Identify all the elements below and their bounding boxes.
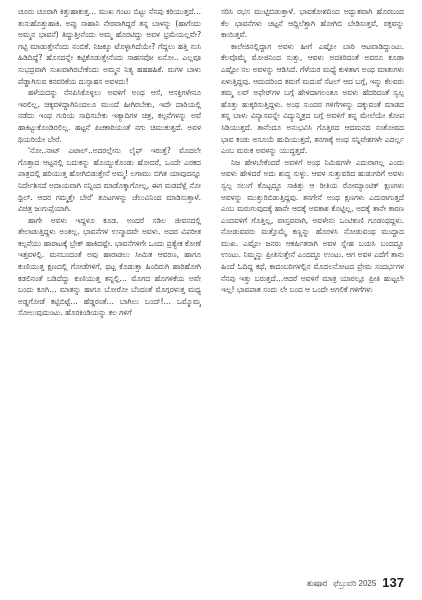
paragraph: ಸರಿಸಿ ರಭಸ ಮುಟ್ಟಿಬಿಡುತ್ತಾಳೆ. ಭಾವಕೋಶದಿಂದ ಅದ್ಭುತವಾಗಿ ಹೊರಬಂದ ಕೆಲ ಭಾವನೆಗಳು ಚಟ್ಟನೆ ಆದ್ದಿಲೆತ್ತಾಗಿ ಹೋಗಿಬಿ ಬೇಡಿಸುತ್ತವೆ, ರಕ್ತವನ್ನು ಕಾಯಿತ್ತವೆ.	[221, 7, 404, 40]
paragraph: 'ನೋ..ನಾಟ್ ಎಟಾಲ್..ಅದರಲ್ಲೇನು ಲೈಫ್ ಇರುತ್ತೆ? ಮೊದಲೇ ಗೊತ್ತಾದ ಆಟ್ಟನಲ್ಲಿ ಬದುಕನ್ನು ಹೊಯ್ದುಕೊಂಡು ಹೋದರೆ, ಒಂದೇ ಎರಕದ ಪಾತ್ರದಲ್ಲಿ ಹರಿಯುತ್ತ ಹೋಗಿಬಿಡುತ್ತೇನೆ ಅಮ್ಮ! ಲಗಾಮು ಬಿಗಿತ ಯಾವುದನ್ನೂ ನಿರ್ದೇಶಿಸದೆ ಅದಾಯವಾಗಿ ನನ್ನಿಂದ ಮಾಡೊಕ್ಕಾಗೋಲ್ಲ, ಈಗ ಮಡದೆಳ್ಲೆ ನೋ ಥ್ರಿಲ್. ಆದರ ಗಮ್ಮತ್ತೇ ಬೇರೆ' ತೂಟಗಳನ್ನು ಚೆಲುವಿನಿಂದ ಮಾಡಿಸುತ್ತಾಳೆ. ವಿಚಿತ್ರ ಜುಗುಪ್ಸೆಯಾಗಿ.	[18, 146, 201, 214]
paragraph: ನಿಜ ಹೇಳಬೇಕೆಂದರೆ ಅವಳಿಗೆ ಅಂಥ ನಿಮಿಷಗಳೇ ಎದುರಾಗಲ್ಲ ಎಂದು ಅವಳು ಹೇಳಿದರೆ ಅದು ಶುದ್ಧ ಸುಳ್ಳು. ಆವಳ ಸುತ್ತುವರಿದ ಹುಡುಗರಿಗೆ ಅವಳು ಸ್ವಲ್ಪ ಸಲುಗೆ ಕೊಟ್ಟದ್ದೂ ಸಾಕಿತ್ತು ಆ ರೀತಿಯ ರೋಮ್ಯಾಂಟಿಕ್ ಕ್ಷಣಗಳು ಅವಳನ್ನು ಮುತ್ತುರಿಬಿಡುತ್ತಿದ್ದವು. ತನಗೇನೆ ಅಂಥ ಕ್ಷಣಗಳು ಎದುರಾಗುತ್ತದೆ ಎಂಬ ಮರುಗುವುದಕ್ಕೆ ಹಾನೇ ಆದಕ್ಕೆ ಅವಕಾಶ ಕೊಟ್ಟಿಲ್ಲ, ಅದಕ್ಕೆ ತಾನೇ ಕಾರಣ ಎಂದವಳಿಗೆ ಗೊತ್ತಿಲ್ಲ, ವಾಸ್ತವವಾಗಿ, ಅವಳೇನು ಒಂಟಿಕುಣಿ ಗೂಡಂಥದ್ದಳು. ನೋಡುವವರು ಮತ್ತೊಮ್ಮೆ ಕಣ್ಣನ್ನು ಹೊರಳಿಸಿ ನೋಡುವಂಥ ಮುದ್ದಾದ ಮುಖ. ಎಷ್ಟೋ ಜನರು ಆಕರ್ಷಿತರಾಗಿ ಅವಳ ಸ್ನೇಹ ಬಯಸಿ ಬಂದದ್ದೂ ಉಂಟು. ನಿಮ್ಮನ್ನು ಪ್ರೀತಿಸುತ್ತೇನೆ ಎಂದದ್ದೂ ಉಂಟು. ಆಗ ಅವಳ ಎದೆಗೆ ತಾನು ಹಿಂದೆ ಓದಿದ್ದ ಕಥೆ, ಕಾದಂಬರಿಗಳಲ್ಲಿನ ಮೊದಲನೋಟದ ಪ್ರೇಮ ಸಂದರ್ಭಗಳ ನೆನಪು ಇತ್ತು ಬರುತ್ತದೆ…ಆದರೆ ಅವಳಿಗೆ ಮಾತ್ರ ಯಾರಲ್ಲೂ ಪ್ರೀತಿ ಹುಟ್ಟಲೇ ಇಲ್ಲ! ಭಾವಪಾತ ಸಂದು ಲೇ ಬಂದ ಆ ಒಂದೇ ಅಗಲಿಕೆ ಗಳಿಗೆಗಳು	[221, 157, 404, 295]
page-footer	[307, 574, 404, 590]
article-column-left	[18, 6, 201, 566]
paragraph: ಹಳೆಯದನ್ನು ನೆನಪಿಸಿಕೊಳ್ಳಲು ಅವಳಿಗೆ ಅಂಥ ಆಸೆ, ಆಸಕ್ತಿಗಳೇನೂ ಇರಲಿಲ್ಲ. ಚಿಕ್ಕವಳಿದ್ದಾಗಿನಿಂದಲೂ ಮುಂದೆ ಹೀಗಿರಬೇಕು, ಇದೇ ದಾರಿಯಲ್ಲಿ ನಡೆದು ಇಂಥ ಗುರಿಯ ಸಾಧಿಸಬೇಕು ಇತ್ಯಾದಿಗಳ ಚಿತ್ರ, ಕಲ್ಪನೆಗಳನ್ನು ಅವೆ ಹಾಕಿಟ್ಟುಕೊಂಡಿರಲಿಲ್ಲ. ಹಟ್ಟನೆ ಪಿಚಕಾರಿಯಂತೆ ನಗು ಚಿಮುಕುತ್ತದೆ. ಅವಳ ಥಿಯರಿಯೇ ಬೇರೆ.	[18, 88, 201, 144]
paragraph: ಹಾಗೇ ಅವಳು ಇದ್ದಳೂ ಕೂಡ. ಅಂದರೆ ಸಡಿಲ ಜೀವನದಲ್ಲಿ ತೇಲಾಡುತ್ತಿದ್ದಳು ಅಂತಲ್ಲ. ಭಾವನೆಗಳ ಉನ್ಮಾದವೇ ಅವಳು. ಅದರ ವಿಪರೀತ ಕಲ್ಪನೆಯು ಹಾರಾಟಕ್ಕೆ ಬ್ರೇಕ್ ಹಾಕಿದಷ್ಟೇ. ಭಾವನೆಗಳಿಗೇ ಒಂದು ಪ್ರತ್ಯೇಕ ಕೋಣೆ ಇತ್ತವಳಲ್ಲಿ. ಮನಬಂದಂತೆ ಅವು ಹಾರಾಡಲು ಸೀಮಿತ ಆವರಣ, ಹಾಗೂ ಕುಣಿಯುತ್ತ ಕ್ಷಣದಲ್ಲಿ ಗೋಡೆಗಳಿಗೆ, ಥಟ್ಟ ಕೊಡುತ್ತಾ ಹಿಂದಿರುಗಿ ಹಾರಿಹೋಗಿ ಕಡಲಿನಂತೆ ಬಡಿದೆದ್ದು ಕುಣಿಯುತ್ತ ತನ್ನಲ್ಲಿ… ಮೊಗದ ಹೊಗಳಿಕೆಯ ಅವೇ ಬಂದು ಕೂಗಿ… ಮಾತನ್ನು ಹಾಗೂ ಬೋರೋ ಬೆಂದಂತೆ ಮೊಗ್ಗರಳುತ್ತ ಮಧ್ಯ ಅಡ್ಡಗೋಡೆ ಕಟ್ಟಿಬಿಟ್ಟೆ… ಹೆಡ್ಡರಂತೆ… ಬಾಗಿಲು ಬಂದ್!… ಒಮ್ಮೊಮ್ಮ ಸೋಲುವುದುಂಟು. ಹೊರಕಿಂಡಿಯನ್ನು ಕಲ ಗಳಿಗೆ	[18, 215, 201, 318]
issue-date: ಫೆಬ್ರುವರಿ 2025	[333, 579, 377, 588]
page-number: 137	[382, 575, 404, 590]
article-column-right	[221, 6, 404, 566]
magazine-logo: ತುಷಾರ	[306, 579, 328, 589]
article-body	[18, 6, 404, 566]
paragraph: ಕಾಲೇಜಿನಲ್ಲಿದ್ದಾಗ ಅವಳು ಹೀಗೆ ಎಷ್ಟೋ ಬಾರಿ ಆಟವಾಡಿದ್ದುಂಟು. ಕೆಲವೊಮ್ಮೆ ಮೋಜಿನಿಂದ ಸುತ್ತು, ಆವಳು ಅದಕಿರಿದಂತೆ ಅವರೂ ಕೂಡಾ ಎಷ್ಟೋ ಸಲ ಅವಳನ್ನು ಆಡಿಸಿದೆ. ಗೆಳೆಯರ ಮಧ್ಯೆ ಕುಳಿತಾಗ ಅಂಥ ಮಾತುಗಳು ಏಳುತ್ತಿದ್ದವು. ಆದುದರಿಂದ ತಮಗೆ ಮದುವೆ ಸೆಟಲ್ ಆದ ಬಗ್ಗೆ, ಇನ್ನು ಕೆಲವರು ತಮ್ಮ ಲವ್ ಅಫೇರ್‌ಗಳ ಬಗ್ಗೆ ಹೇಳಿದಾಗಲಂತೂ ಅವಳು ಹೆದರಿದಂತೆ ಸ್ವಲ್ಪ ಹೊತ್ತು ಹುಕ್ಕರಿಸುತ್ತಿದ್ದಳು. ಅಂಥ ಸುಂದರ ಗಳಿಗೆಗಳನ್ನು ದಕ್ಕುವಂತೆ ಮಾಡದ ತನ್ನ ಬಾಳು ವಿನ್ಯಾಸವನ್ನೇ ವಿದ್ಯುನ್ಮಿತ್ರದ ಬಗ್ಗೆ ಅವಳಿಗೆ ತನ್ನ ಮೇಲೆಯೇ ಕೋಪ ಸಿಡಿಯುತ್ತದೆ. ತಾನೆಂದೂ ಅನುಭವಿಸಿ ಗೊತ್ತಿರದ ಆದಮನದ ಸಂತೋಷದ ಭಾವ ಕಂಡು ಅಸೂಯೆ ಹುದಿಯುತ್ತದೆ, ತನಗಾಕ್ಕೆ ಅಂಥ ಸನ್ನಿವೇಶಗಳೇ ಎದರ್ಲ್ಲ ಎಂಬ ಮರುಕ ಅವಳನ್ನು ಯುದ್ಧತ್ತದೆ.	[221, 41, 404, 156]
paragraph: ಚೂರು ಚೂರಾಗಿ ಕಿತ್ತುಹಾಕುತ್ತ… ಮುಖ ಗಂಟು ಬಿಟ್ಟು ನೆನಪು ಕರಿಯುತ್ತದೆ… ತುಸುಹೊತ್ತುಹಾಕಿ. ಅಪ್ಪು ಸಾಹಾನಿ ನೇರವಾಗಿದ್ದರೆ ತನ್ನ ಬಾಳನ್ನು (ಹಾಗೆಂದು ಅಮ್ಮನ ಭಾವನೆ) ತಿದ್ದುತ್ತೀನೆಂದು ಅಮ್ಮ ಹೊರಟಿದ್ದು ಅವಳ ಭ್ರಮೆಯಲ್ಲವೇ? ಗಟ್ಟಿ ಮಾಡುತ್ತೇನೆಂದು ನಂಬಿಕೆ. ನಿಜಕ್ಕೂ ಟೊಳ್ಳಾಗಿದೆಯೇ? ಗೆದ್ದಲು ಹತ್ತಿ ನುಸಿ ಹಿಡಿದಿದ್ದೆ? ಹೊಸದನ್ನೇ ಕಟ್ಟಿಕೊಡುತ್ತೇನೆಂದು ಸಾಹಸವೋ ಏನೋ.. ಎಲ್ಲವೂ ಸುಭದ್ರವಾಗಿ ಸುಖವಾಗಿರಬೇಕೆಂದು ಅಮ್ಮನ ನಿತ್ಯ ಹಹಹಹಿಕೆ. ಮಗಳ ಬಾಳು ಪೆಡ್ಡಾಗಿಸುವ ಕನವರಿಕೆಯ ದುಸ್ಸಾಹಸ ಅವಳದು!	[18, 7, 201, 86]
